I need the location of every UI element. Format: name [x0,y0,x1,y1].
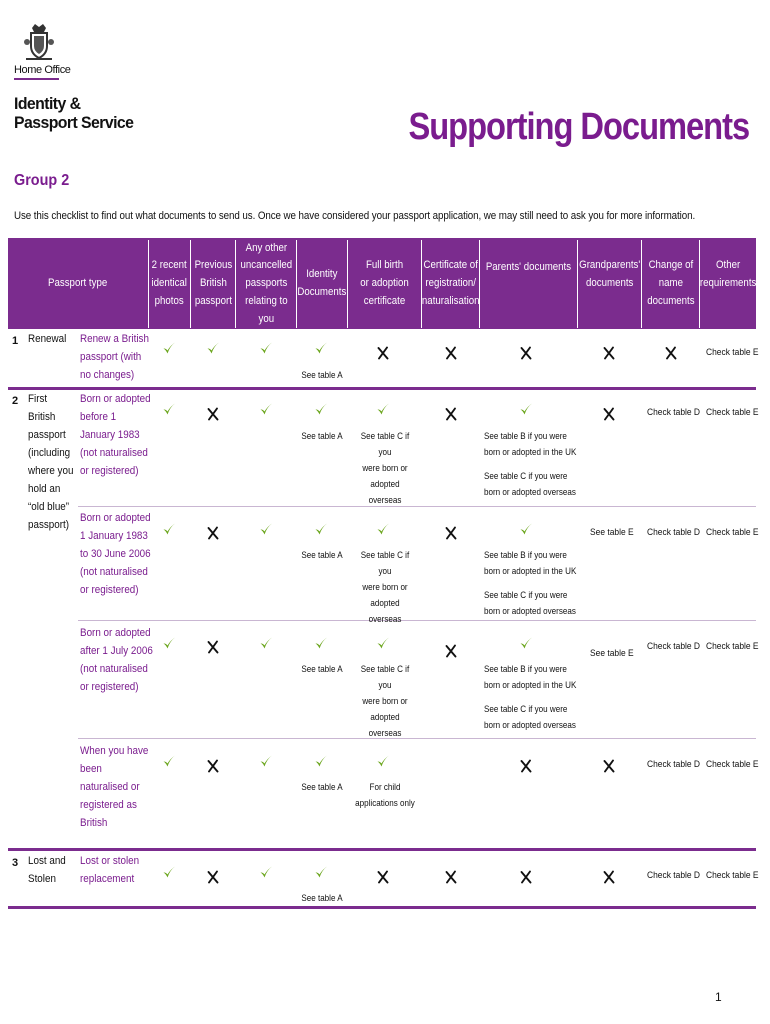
see-table-e: See table E [590,648,634,659]
col-grandparents: Grandparents' documents [578,259,641,290]
see-table-a: See table A [301,663,343,674]
col-birth-cert: Full birth or adoption certificate [360,259,409,307]
tick-icon [314,636,328,650]
subtype-renew: Renew a British passport (with no changes) [80,333,149,381]
tick-icon [314,341,328,355]
service-name: Identity & Passport Service [14,94,134,132]
tick-icon [519,402,533,416]
subtype-before-1983: Born or adopted before 1 January 1983 (not naturalised or registered) [80,393,151,477]
parents-note-overseas: See table C if you were born or adopted overseas [484,703,576,730]
see-table-a: See table A [301,781,343,792]
see-table-a: See table A [301,892,343,903]
cross-icon [444,644,458,658]
tick-icon [519,636,533,650]
tick-icon [162,636,176,650]
col-identity: Identity Documents [297,268,347,298]
see-table-e: See table E [590,527,634,538]
check-table-e: Check table E [706,407,759,418]
page-title: Supporting Documents [408,106,749,148]
parents-note-overseas: See table C if you were born or adopted overseas [484,470,576,497]
cross-icon [206,640,220,654]
check-table-d: Check table D [647,527,701,538]
royal-crest-icon [22,22,56,62]
tick-icon [314,754,328,768]
check-table-e: Check table E [706,347,759,358]
cross-icon [519,346,533,360]
row-divider [78,738,756,739]
tick-icon [519,522,533,536]
parents-note-overseas: See table C if you were born or adopted overseas [484,589,576,616]
tick-icon [376,636,390,650]
cross-icon [519,759,533,773]
cross-icon [376,870,390,884]
col-change-of-name: Change of name documents [646,259,695,307]
subtype-lost-replacement: Lost or stolen replacement [80,855,140,885]
cross-icon [602,759,616,773]
intro-text: Use this checklist to find out what documents to send us. Once we have considered your passport application, we may still need to ask you for more information. [14,210,696,222]
cross-icon [519,870,533,884]
cross-icon [206,526,220,540]
tick-icon [206,341,220,355]
org-name: Home Office [14,64,71,76]
tick-icon [259,522,273,536]
cross-icon [444,407,458,421]
tick-icon [162,865,176,879]
cross-icon [602,407,616,421]
cross-icon [206,870,220,884]
cross-icon [376,346,390,360]
cross-icon [206,407,220,421]
cross-icon [206,759,220,773]
passport-type-lost-stolen: Lost and Stolen [28,855,66,885]
check-table-e: Check table E [706,759,759,770]
tick-icon [259,341,273,355]
check-table-e: Check table E [706,527,759,538]
subtype-naturalised: When you have been naturalised or registered as British [80,745,149,829]
row-divider [8,906,756,909]
parents-note-uk: See table B if you were born or adopted in the UK [484,663,577,690]
tick-icon [259,865,273,879]
col-previous-passport: Previous British passport [194,259,232,307]
cross-icon [602,870,616,884]
birth-cert-note: For child applications only [355,781,415,808]
tick-icon [314,402,328,416]
check-table-d: Check table D [647,641,701,652]
check-table-d: Check table D [647,407,701,418]
tick-icon [162,754,176,768]
subtype-1983-2006: Born or adopted 1 January 1983 to 30 June 2006 (not naturalised or registered) [80,512,151,596]
tick-icon [314,865,328,879]
check-table-d: Check table D [647,870,701,881]
check-table-e: Check table E [706,641,759,652]
col-passport-type: Passport type [48,277,108,290]
col-photos: 2 recent identical photos [151,259,188,307]
row-divider [8,848,756,851]
tick-icon [376,754,390,768]
cross-icon [444,870,458,884]
parents-note-uk: See table B if you were born or adopted in the UK [484,549,577,576]
row-number: 2 [12,395,19,407]
cross-icon [602,346,616,360]
tick-icon [259,636,273,650]
row-divider [78,620,756,621]
parents-note-uk: See table B if you were born or adopted in the UK [484,430,577,457]
check-table-e: Check table E [706,870,759,881]
org-rule [14,78,59,80]
cross-icon [444,346,458,360]
row-number: 3 [12,857,19,869]
col-registration: Certificate of registration/ naturalisation [422,259,479,307]
birth-cert-note: See table C if you were born or adopted overseas [360,430,410,505]
check-table-d: Check table D [647,759,701,770]
row-number: 1 [12,335,19,347]
passport-type-renewal: Renewal [28,333,67,345]
col-parents: Parents' documents [485,261,572,273]
cross-icon [664,346,678,360]
birth-cert-note: See table C if you were born or adopted overseas [360,663,410,738]
see-table-a: See table A [301,369,343,380]
tick-icon [314,522,328,536]
see-table-a: See table A [301,430,343,441]
col-other-passports: Any other uncancelled passports relating to you [240,241,292,325]
see-table-a: See table A [301,549,343,560]
birth-cert-note: See table C if you were born or adopted overseas [360,549,410,624]
cross-icon [444,526,458,540]
tick-icon [162,402,176,416]
subtype-after-2006: Born or adopted after 1 July 2006 (not naturalised or registered) [80,627,153,693]
page-number: 1 [715,990,722,1004]
row-divider [78,506,756,507]
tick-icon [259,402,273,416]
col-other-requirements: Other requirements [700,259,756,290]
tick-icon [259,754,273,768]
group-heading: Group 2 [14,172,70,189]
tick-icon [376,522,390,536]
tick-icon [162,341,176,355]
tick-icon [162,522,176,536]
passport-type-first-british: First British passport (including where you hold an “old blue” passport) [28,393,74,531]
tick-icon [376,402,390,416]
